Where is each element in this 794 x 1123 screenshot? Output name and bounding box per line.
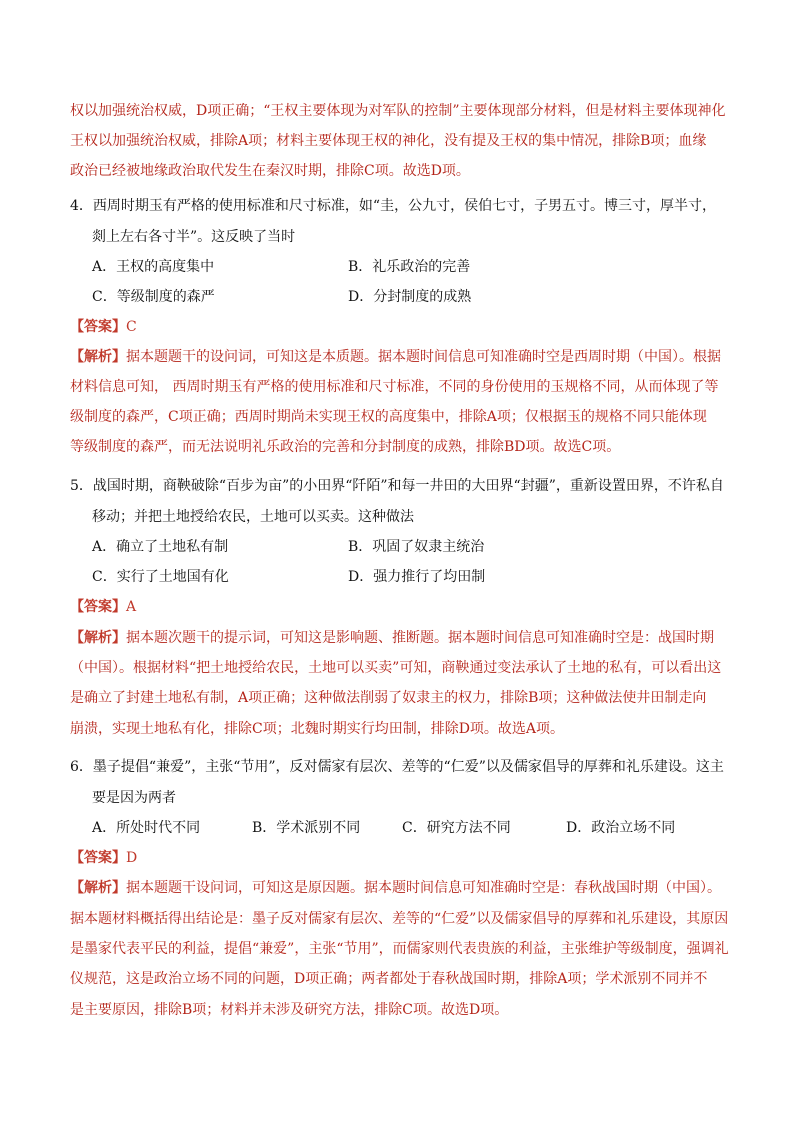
- q4-option-d: D．分封制度的成熟: [348, 289, 472, 305]
- q4-option-a: A．王权的高度集中: [92, 259, 215, 275]
- q5-option-d: D．强力推行了均田制: [348, 569, 486, 585]
- q6-option-b: B．学术派别不同: [252, 820, 361, 836]
- q6-stem-line-2: 要是因为两者: [92, 790, 176, 806]
- q6-answer: [70, 848, 730, 868]
- q6-explanation-line-2: 据本题材料概括得出结论是：墨子反对儒家有层次、差等的“仁爱”以及儒家倡导的厚葬和礼乐建设，其原因: [70, 911, 729, 927]
- q4-explanation-line-4: 等级制度的森严，而无法说明礼乐政治的完善和分封制度的成熟，排除BD项。故选C项。: [70, 439, 621, 455]
- q5-explanation-label: 【解析】: [70, 630, 126, 646]
- prev-explanation-line-2: 王权以加强统治权威，排除A项；材料主要体现王权的神化，没有提及王权的集中情况，排除B项；血缘: [70, 133, 707, 149]
- q5-explanation-text-1: 据本题次题干的提示词，可知这是影响题、推断题。据本题时间信息可知准确时空是：战国时期: [126, 630, 714, 646]
- q4-option-b: B．礼乐政治的完善: [348, 259, 471, 275]
- q5-answer: [70, 597, 730, 617]
- q4-answer-label: 【答案】: [70, 319, 126, 335]
- q4-explanation-line-2: 材料信息可知， 西周时期玉有严格的使用标准和尺寸标准，不同的身份使用的玉规格不同，从而体现了等: [70, 379, 719, 395]
- q6-answer-value: D: [126, 850, 138, 866]
- q4-answer: [70, 317, 730, 337]
- q5-option-a: A．确立了土地私有制: [92, 539, 229, 555]
- prev-explanation-line-3: 政治已经被地缘政治取代发生在秦汉时期，排除C项。故选D项。: [70, 163, 470, 179]
- q5-option-c: C．实行了土地国有化: [92, 569, 229, 585]
- q4-explanation-line-1: [70, 347, 730, 367]
- q6-stem-line-1: 6．墨子提倡“兼爱”，主张“节用”，反对儒家有层次、差等的“仁爱”以及儒家倡导的厚葬和礼乐建设。这主: [70, 759, 724, 775]
- q5-stem-line-2: 移动；并把土地授给农民，土地可以买卖。这种做法: [92, 509, 414, 525]
- q6-answer-label: 【答案】: [70, 850, 126, 866]
- q6-explanation-label: 【解析】: [70, 880, 126, 896]
- q4-stem-line-2: 剡上左右各寸半”。这反映了当时: [92, 229, 296, 245]
- q6-option-d: D．政治立场不同: [566, 820, 676, 836]
- q5-answer-label: 【答案】: [70, 599, 126, 615]
- q5-stem-line-1: 5．战国时期，商鞅破除“百步为亩”的小田界“阡陌”和每一井田的大田界“封疆”，重新设置田界，不许私自: [70, 478, 724, 494]
- q4-option-c: C．等级制度的森严: [92, 289, 215, 305]
- q5-explanation-line-2: （中国）。根据材料“把土地授给农民，土地可以买卖”可知，商鞅通过变法承认了土地的私有，可以看出这: [70, 660, 722, 676]
- prev-explanation-line-1: 权以加强统治权威，D项正确；“王权主要体现为对军队的控制”主要体现部分材料，但是材料主要体现神化: [70, 103, 726, 119]
- q6-explanation-line-3: 是墨家代表平民的利益，提倡“兼爱”，主张“节用”，而儒家则代表贵族的利益，主张维护等级制度，强调礼: [70, 941, 729, 957]
- q4-explanation-label: 【解析】: [70, 349, 126, 365]
- q6-explanation-line-4: 仪规范，这是政治立场不同的问题，D项正确；两者都处于春秋战国时期，排除A项；学术派别不同并不: [70, 971, 708, 987]
- q5-option-b: B．巩固了奴隶主统治: [348, 539, 485, 555]
- q4-answer-value: C: [126, 319, 137, 335]
- q5-answer-value: A: [126, 599, 137, 615]
- q6-explanation-text-1: 据本题题干设问词，可知这是原因题。据本题时间信息可知准确时空是：春秋战国时期（中国）。: [126, 880, 721, 896]
- q4-explanation-line-3: 级制度的森严，C项正确；西周时期尚未实现王权的高度集中，排除A项；仅根据玉的规格不同只能体现: [70, 409, 707, 425]
- q6-explanation-line-5: 是主要原因，排除B项；材料并未涉及研究方法，排除C项。故选D项。: [70, 1002, 509, 1018]
- q6-option-a: A．所处时代不同: [92, 820, 201, 836]
- q6-option-c: C．研究方法不同: [402, 820, 511, 836]
- q6-explanation-line-1: [70, 878, 730, 898]
- q5-explanation-line-3: 是确立了封建土地私有制，A项正确；这种做法削弱了奴隶主的权力，排除B项；这种做法使井田制走向: [70, 690, 707, 706]
- q4-stem-line-1: 4．西周时期玉有严格的使用标准和尺寸标准，如“圭，公九寸，侯伯七寸，子男五寸。博三寸，厚半寸，: [70, 198, 717, 214]
- q4-explanation-text-1: 据本题题干的设问词，可知这是本质题。据本题时间信息可知准确时空是西周时期（中国）。根据: [126, 349, 721, 365]
- q5-explanation-line-1: [70, 628, 730, 648]
- q5-explanation-line-4: 崩溃，实现土地私有化，排除C项；北魏时期实行均田制，排除D项。故选A项。: [70, 721, 565, 737]
